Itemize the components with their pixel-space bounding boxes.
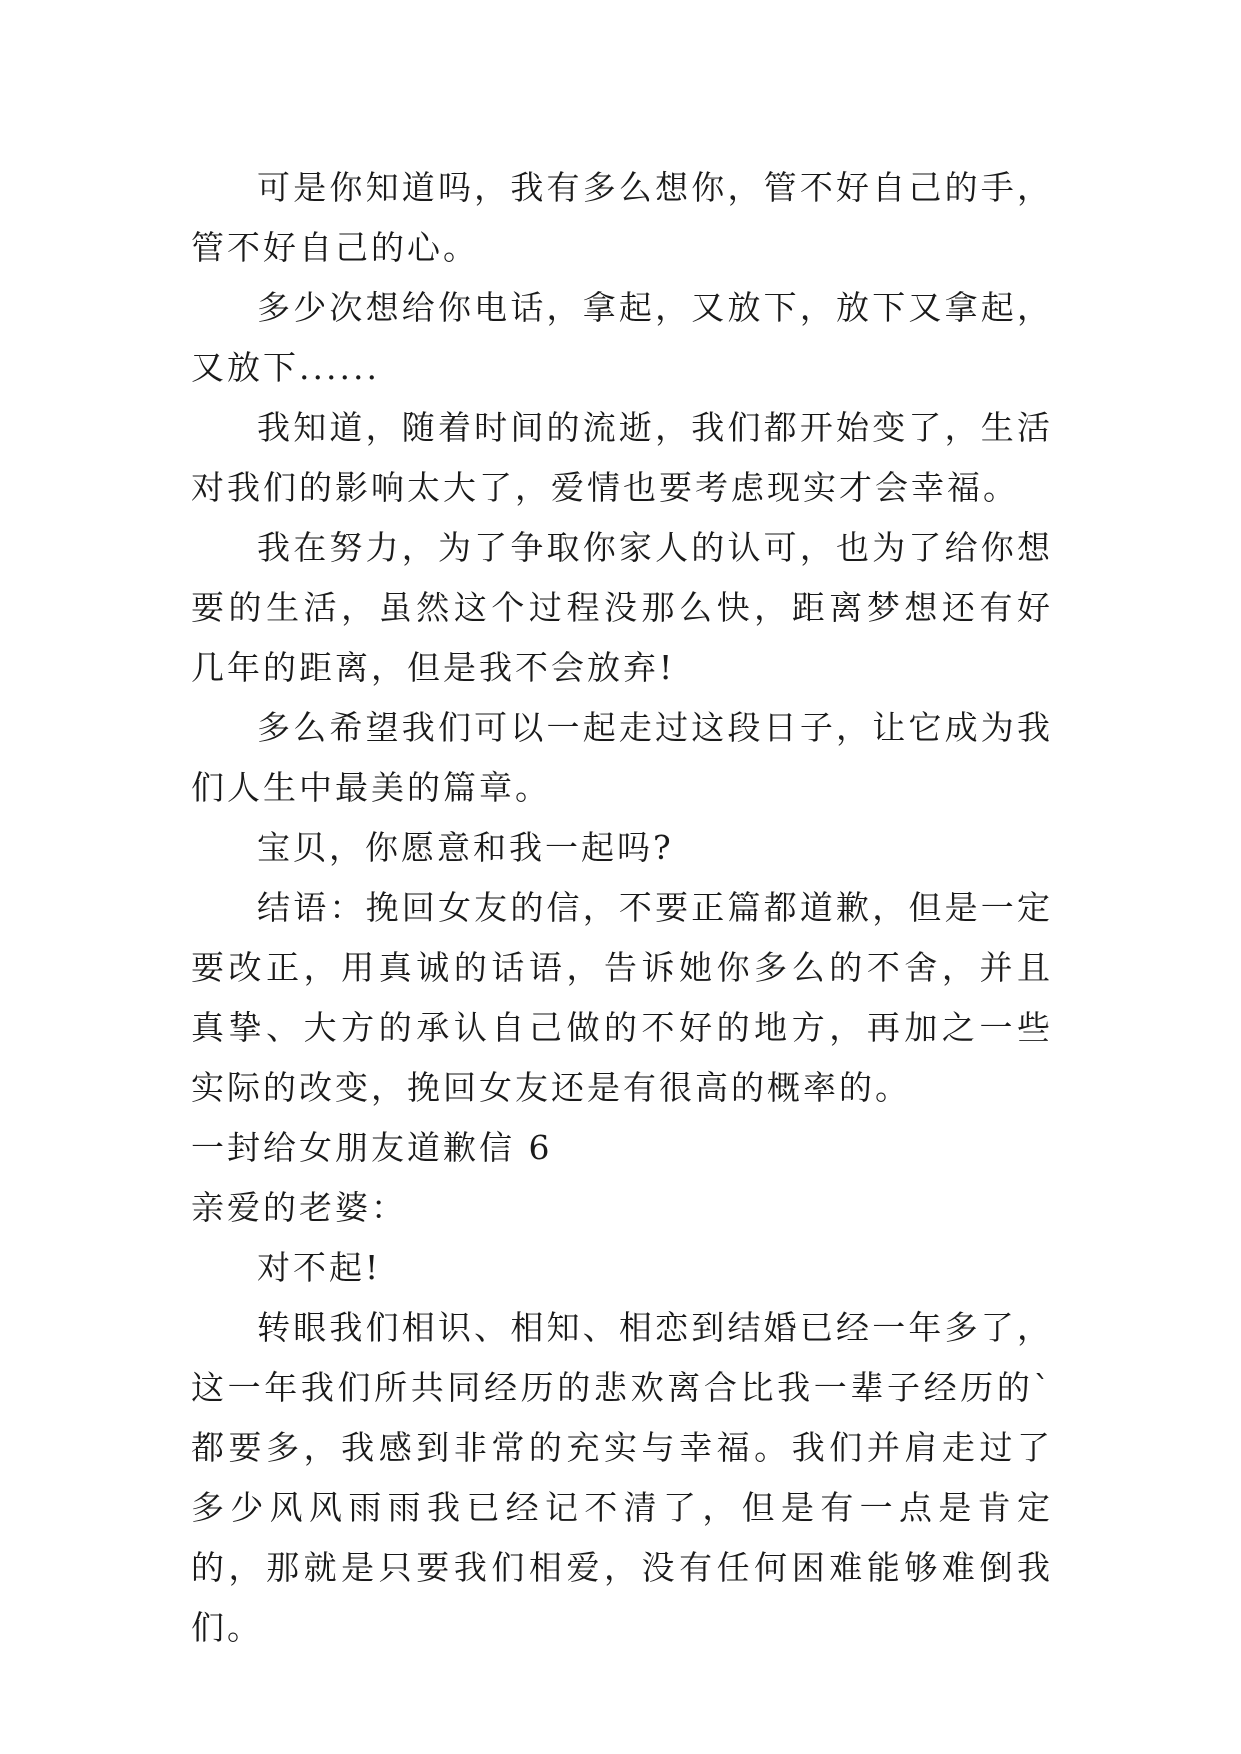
paragraph-question: 宝贝，你愿意和我一起吗? <box>257 828 674 867</box>
paragraph-hope: 多么希望我们可以一起走过这段日子，让它成为我们人生中最美的篇章。 <box>191 708 1053 807</box>
paragraph-marriage: 转眼我们相识、相知、相恋到结婚已经一年多了，这一年我们所共同经历的悲欢离合比我一辈子经历的`都要多，我感到非常的充实与幸福。我们并肩走过了多少风风雨雨我已经记不清了，但是有一点是肯定的，那就是只要我们相爱，没有任何困难能够难倒我们。 <box>191 1308 1053 1647</box>
paragraph-phone-call: 多少次想给你电话，拿起，又放下，放下又拿起，又放下...... <box>191 288 1053 387</box>
paragraph-missing-you: 可是你知道吗，我有多么想你，管不好自己的手，管不好自己的心。 <box>191 168 1053 267</box>
paragraph-apology: 对不起! <box>257 1248 382 1287</box>
section-title: 一封给女朋友道歉信 6 <box>191 1128 553 1167</box>
paragraph-time-changes: 我知道，随着时间的流逝，我们都开始变了，生活对我们的影响太大了，爱情也要考虑现实才会幸福。 <box>191 408 1053 507</box>
salutation: 亲爱的老婆： <box>191 1188 407 1227</box>
paragraph-effort: 我在努力，为了争取你家人的认可，也为了给你想要的生活，虽然这个过程没那么快，距离梦想还有好几年的距离，但是我不会放弃! <box>191 528 1053 687</box>
document-page <box>191 158 1053 1658</box>
paragraph-conclusion: 结语：挽回女友的信，不要正篇都道歉，但是一定要改正，用真诚的话语，告诉她你多么的不舍，并且真挚、大方的承认自己做的不好的地方，再加之一些实际的改变，挽回女友还是有很高的概率的。 <box>191 888 1053 1107</box>
